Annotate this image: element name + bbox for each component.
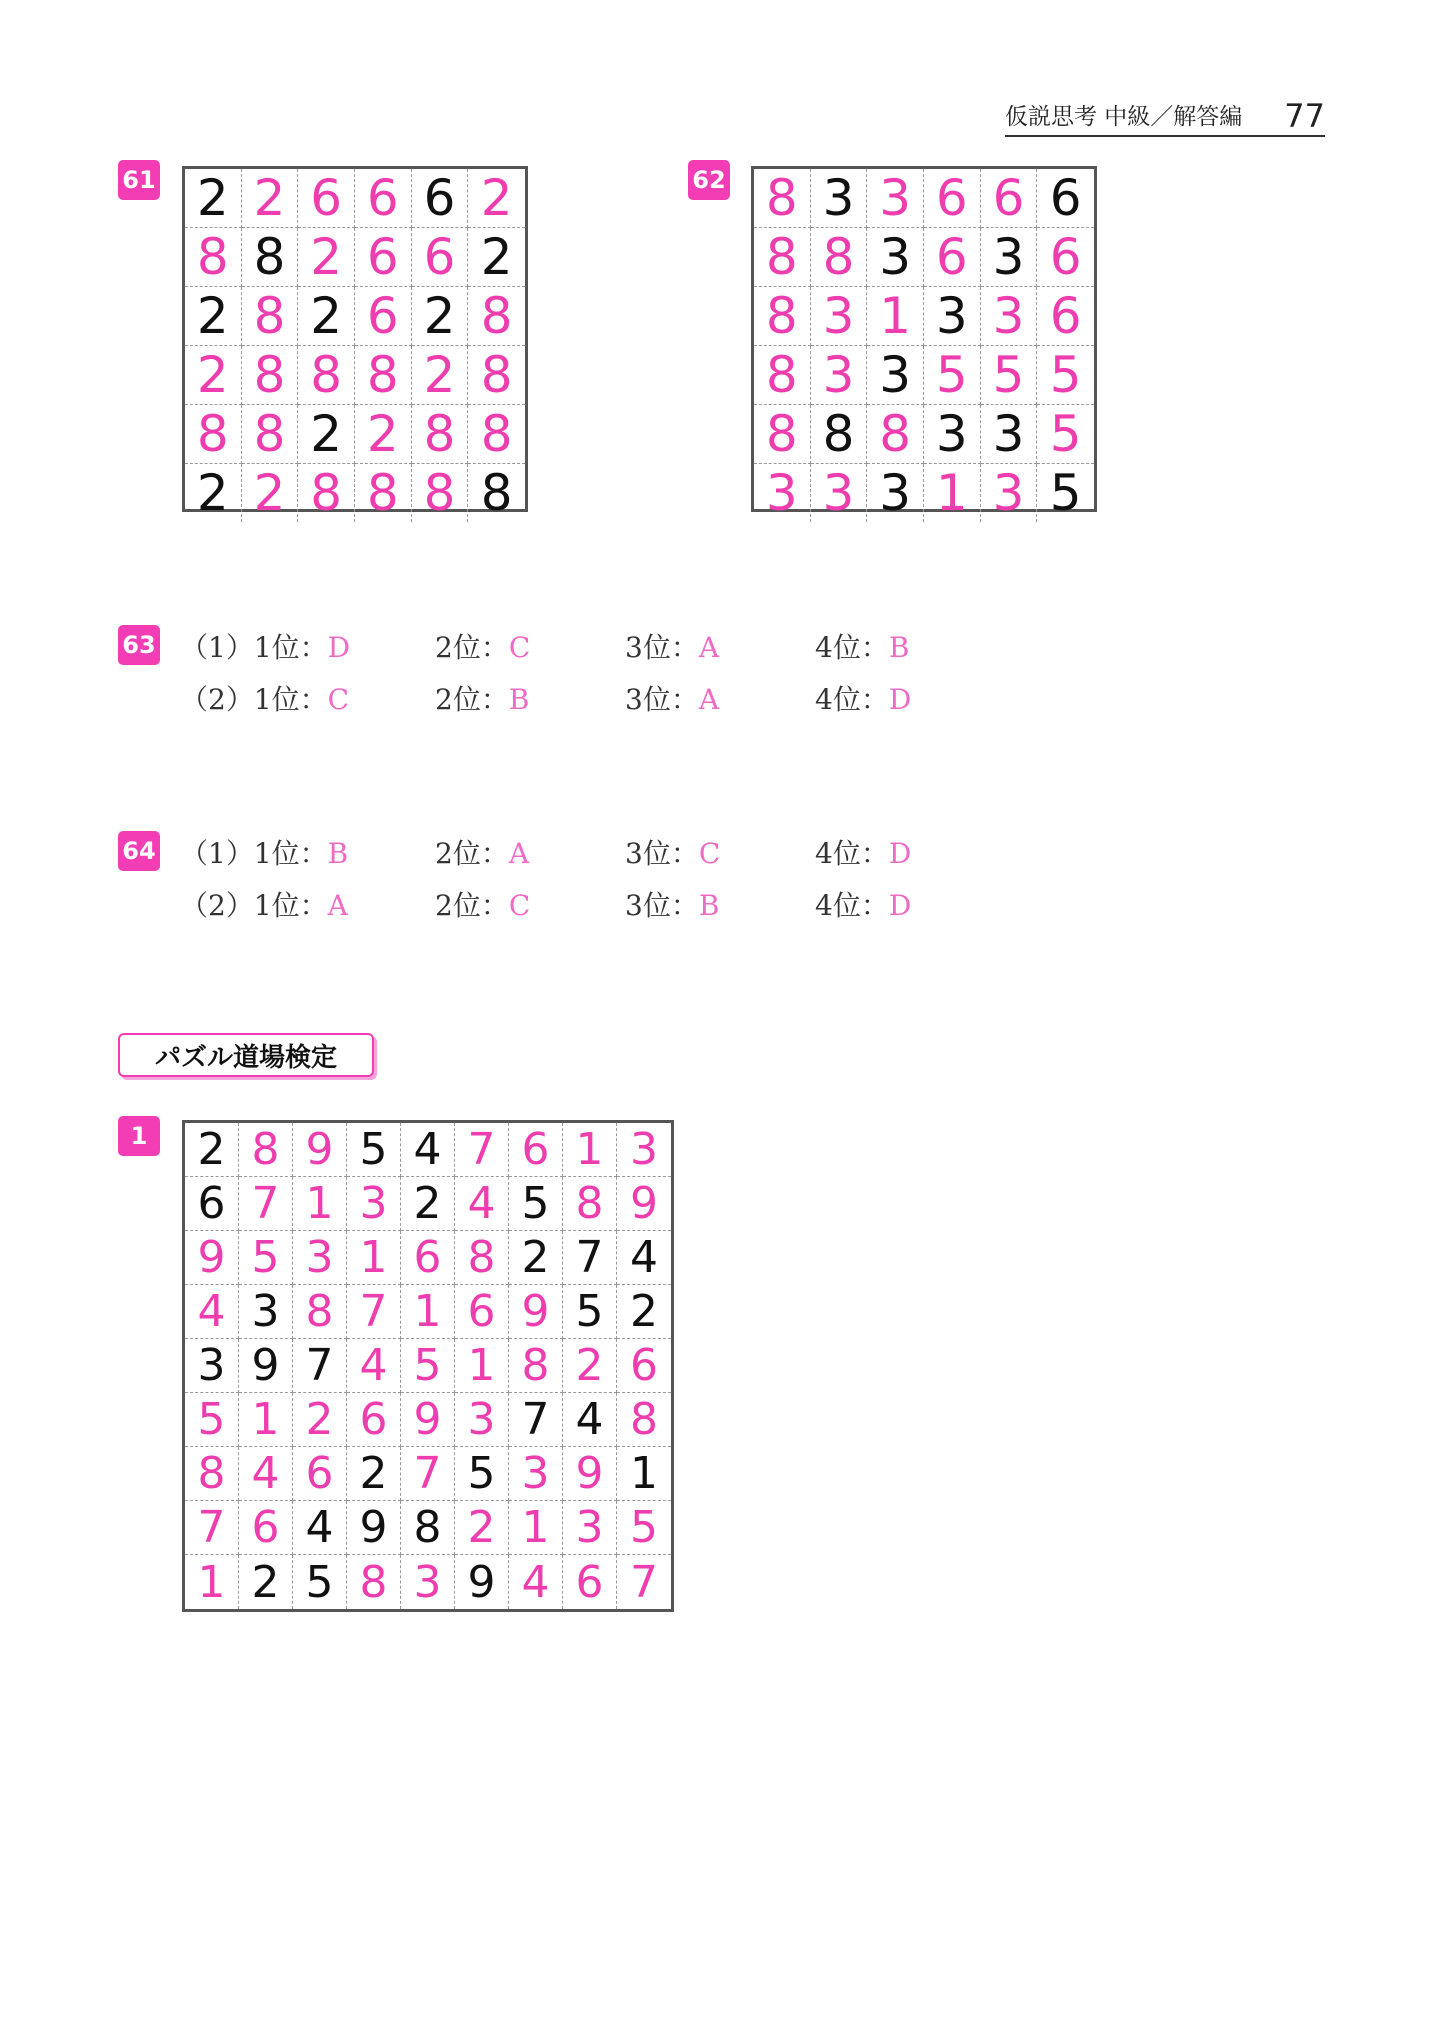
rank-label: 3位： [625,683,699,716]
grid-cell: 2 [347,1447,401,1501]
grid-cell: 2 [239,1555,293,1609]
grid-cell: 2 [412,287,469,346]
ranking-64-answers [180,832,980,922]
grid-cell: 1 [293,1177,347,1231]
grid-cell: 6 [509,1123,563,1177]
grid-cell: 4 [401,1123,455,1177]
puzzle-64-badge: 64 [118,831,160,871]
grid-cell: 6 [924,228,981,287]
grid-cell: 6 [1037,287,1094,346]
grid-cell: 6 [185,1177,239,1231]
grid-cell: 5 [617,1501,671,1555]
grid-cell: 2 [468,169,525,228]
grid-cell: 7 [509,1393,563,1447]
grid-cell: 2 [455,1501,509,1555]
grid-cell: 3 [924,287,981,346]
grid-cell: 2 [298,405,355,464]
grid-cell: 3 [981,287,1038,346]
rank-item [435,832,529,872]
grid-cell: 1 [185,1555,239,1609]
grid-cell: 1 [455,1339,509,1393]
rank-value: C [698,837,721,870]
grid-cell: 5 [1037,346,1094,405]
grid-cell: 8 [480,464,513,522]
grid-cell: 3 [347,1177,401,1231]
grid-cell: 6 [298,169,355,228]
grid-cell: 3 [867,346,924,405]
grid-cell: 3 [811,287,868,346]
grid-cell: 6 [347,1393,401,1447]
grid-cell: 3 [981,405,1038,464]
grid-cell: 8 [811,228,868,287]
grid-cell: 6 [239,1501,293,1555]
rank-item [815,678,911,718]
rank-value: C [508,889,531,922]
rank-value: A [698,631,720,664]
grid-cell: 6 [355,228,412,287]
grid-cell: 2 [185,169,242,228]
grid-cell: 5 [509,1177,563,1231]
grid-cell: 3 [981,464,1038,522]
line-prefix: （2） [180,889,254,922]
grid-cell: 8 [355,464,412,522]
rank-value: D [888,889,912,922]
grid-cell: 3 [401,1555,455,1609]
rank-item [815,626,909,666]
grid-cell: 8 [754,346,811,405]
grid-cell: 8 [298,346,355,405]
grid-cell: 2 [185,346,242,405]
grid-cell: 3 [185,1339,239,1393]
grid-cell: 9 [509,1285,563,1339]
rank-label: 1位： [253,631,328,664]
rank-item [815,884,911,924]
grid-cell: 7 [563,1231,617,1285]
grid-cell: 4 [455,1177,509,1231]
grid-cell: 9 [617,1177,671,1231]
grid-cell: 6 [563,1555,617,1609]
rank-value: B [327,837,349,870]
grid-cell: 8 [754,405,811,464]
grid-cell: 5 [1037,405,1094,464]
dojo-1-badge: 1 [118,1116,160,1156]
grid-cell: 6 [355,287,412,346]
grid-cell: 7 [185,1501,239,1555]
rank-label: 4位： [815,889,889,922]
grid-cell: 1 [924,464,981,522]
rank-value: A [327,889,348,922]
grid-cell: 8 [563,1177,617,1231]
grid-cell: 3 [867,169,924,228]
grid-cell: 2 [298,228,355,287]
page-header [1005,95,1325,137]
grid-cell: 2 [563,1339,617,1393]
line-prefix: （2） [180,683,254,716]
grid-cell: 6 [293,1447,347,1501]
grid-cell: 5 [924,346,981,405]
grid-cell: 3 [867,464,924,522]
grid-cell: 4 [185,1285,239,1339]
rank-value: D [888,837,912,870]
grid-cell: 8 [617,1393,671,1447]
rank-item [815,832,911,872]
rank-label: 1位： [253,889,328,922]
grid-cell: 2 [242,464,299,522]
grid-cell: 5 [239,1231,293,1285]
grid-cell: 1 [401,1285,455,1339]
rank-item [435,884,530,924]
grid-cell: 4 [347,1339,401,1393]
ranking-63-answers [180,626,980,716]
rank-label: 4位： [815,683,889,716]
grid-cell: 3 [867,228,924,287]
grid-cell: 8 [242,405,299,464]
grid-cell: 5 [981,346,1038,405]
line-prefix: （1） [180,837,254,870]
grid-cell: 8 [412,464,469,522]
grid-cell: 7 [455,1123,509,1177]
grid-cell: 1 [563,1123,617,1177]
grid-cell: 3 [455,1393,509,1447]
grid-cell: 8 [754,228,811,287]
grid-cell: 3 [924,405,981,464]
grid-cell: 6 [455,1285,509,1339]
grid-cell: 2 [468,228,525,287]
grid-cell: 3 [563,1501,617,1555]
grid-cell: 8 [185,1447,239,1501]
line-prefix: （1） [180,631,254,664]
grid-cell: 3 [509,1447,563,1501]
grid-cell: 8 [468,346,525,405]
grid-cell: 3 [617,1123,671,1177]
grid-cell: 5 [563,1285,617,1339]
grid-cell: 8 [185,405,242,464]
grid-cell: 2 [617,1285,671,1339]
grid-cell: 8 [242,346,299,405]
grid-cell: 6 [981,169,1038,228]
grid-cell: 3 [239,1285,293,1339]
grid-cell: 4 [239,1447,293,1501]
grid-cell: 7 [630,1556,658,1608]
rank-label: 4位： [815,837,889,870]
grid-cell: 2 [185,464,242,522]
grid-cell: 8 [293,1285,347,1339]
grid-cell: 8 [298,464,355,522]
grid-cell: 2 [185,287,242,346]
rank-value: D [888,683,912,716]
grid-cell: 9 [239,1339,293,1393]
grid-cell: 6 [412,228,469,287]
rank-value: B [888,631,910,664]
grid-cell: 7 [293,1339,347,1393]
grid-cell: 2 [185,1123,239,1177]
grid-cell: 8 [468,405,525,464]
grid-cell: 3 [811,169,868,228]
book-title: 仮説思考 中級／解答編 [1005,104,1243,130]
grid-cell: 4 [563,1393,617,1447]
rank-label: 1位： [253,837,328,870]
grid-cell: 6 [924,169,981,228]
grid-cell: 1 [347,1231,401,1285]
grid-cell: 9 [455,1555,509,1609]
grid-cell: 3 [811,346,868,405]
grid-cell: 3 [754,464,811,522]
grid-cell: 6 [1037,228,1094,287]
grid-cell: 1 [617,1447,671,1501]
grid-cell: 6 [355,169,412,228]
puzzle-63-badge: 63 [118,625,160,665]
grid-cell: 5 [293,1555,347,1609]
rank-value: B [508,683,530,716]
grid-cell: 8 [468,287,525,346]
grid-cell: 7 [401,1447,455,1501]
grid-cell: 5 [347,1123,401,1177]
grid-cell: 2 [401,1177,455,1231]
rank-label: 3位： [625,889,699,922]
grid-cell: 6 [617,1339,671,1393]
grid-cell: 8 [754,169,811,228]
rank-item [625,884,719,924]
grid-cell: 3 [293,1231,347,1285]
grid-cell: 3 [811,464,868,522]
grid-cell: 9 [401,1393,455,1447]
grid-cell: 2 [412,346,469,405]
rank-item [625,678,719,718]
grid-cell: 7 [347,1285,401,1339]
rank-label: 2位： [435,837,509,870]
rank-value: A [698,683,720,716]
grid-cell: 1 [509,1501,563,1555]
grid-cell: 8 [754,287,811,346]
grid-cell: 8 [811,405,868,464]
puzzle-61-badge: 61 [118,160,160,200]
section-title: パズル道場検定 [118,1033,374,1077]
rank-item [180,626,350,666]
grid-cell: 8 [347,1555,401,1609]
grid-cell: 2 [293,1393,347,1447]
rank-item [180,832,348,872]
rank-label: 3位： [625,631,699,664]
grid-cell: 6 [1037,169,1094,228]
grid-cell: 8 [412,405,469,464]
rank-item [180,678,349,718]
page-number: 77 [1284,97,1325,135]
rank-label: 4位： [815,631,889,664]
grid-cell: 8 [867,405,924,464]
rank-item [625,832,720,872]
grid-cell: 2 [298,287,355,346]
grid-cell: 4 [509,1555,563,1609]
rank-label: 2位： [435,631,509,664]
rank-label: 2位： [435,683,509,716]
rank-item [180,884,348,924]
grid-cell: 2 [355,405,412,464]
grid-cell: 8 [242,287,299,346]
grid-cell: 1 [867,287,924,346]
grid-cell: 8 [185,228,242,287]
grid-cell: 9 [185,1231,239,1285]
rank-value: C [508,631,531,664]
puzzle-62-badge: 62 [688,160,730,200]
rank-item [435,678,529,718]
grid-cell: 7 [239,1177,293,1231]
grid-cell: 6 [412,169,469,228]
grid-cell: 5 [455,1447,509,1501]
rank-label: 3位： [625,837,699,870]
grid-cell: 4 [293,1501,347,1555]
rank-value: A [508,837,530,870]
rank-item [435,626,530,666]
rank-value: C [327,683,350,716]
grid-cell: 5 [1049,464,1082,522]
grid-cell: 5 [401,1339,455,1393]
grid-cell: 8 [455,1231,509,1285]
puzzle-61-grid [182,166,528,522]
grid-cell: 2 [509,1231,563,1285]
grid-cell: 6 [401,1231,455,1285]
grid-cell: 8 [242,228,299,287]
dojo-1-grid [182,1120,674,1612]
grid-cell: 4 [617,1231,671,1285]
grid-cell: 9 [563,1447,617,1501]
grid-cell: 2 [242,169,299,228]
rank-label: 1位： [253,683,328,716]
grid-cell: 8 [239,1123,293,1177]
rank-value: B [698,889,720,922]
rank-value: D [327,631,351,664]
grid-cell: 8 [509,1339,563,1393]
grid-cell: 8 [401,1501,455,1555]
puzzle-62-grid [751,166,1097,522]
rank-item [625,626,719,666]
grid-cell: 9 [293,1123,347,1177]
grid-cell: 5 [185,1393,239,1447]
grid-cell: 8 [355,346,412,405]
grid-cell: 9 [347,1501,401,1555]
rank-label: 2位： [435,889,509,922]
grid-cell: 1 [239,1393,293,1447]
grid-cell: 3 [981,228,1038,287]
